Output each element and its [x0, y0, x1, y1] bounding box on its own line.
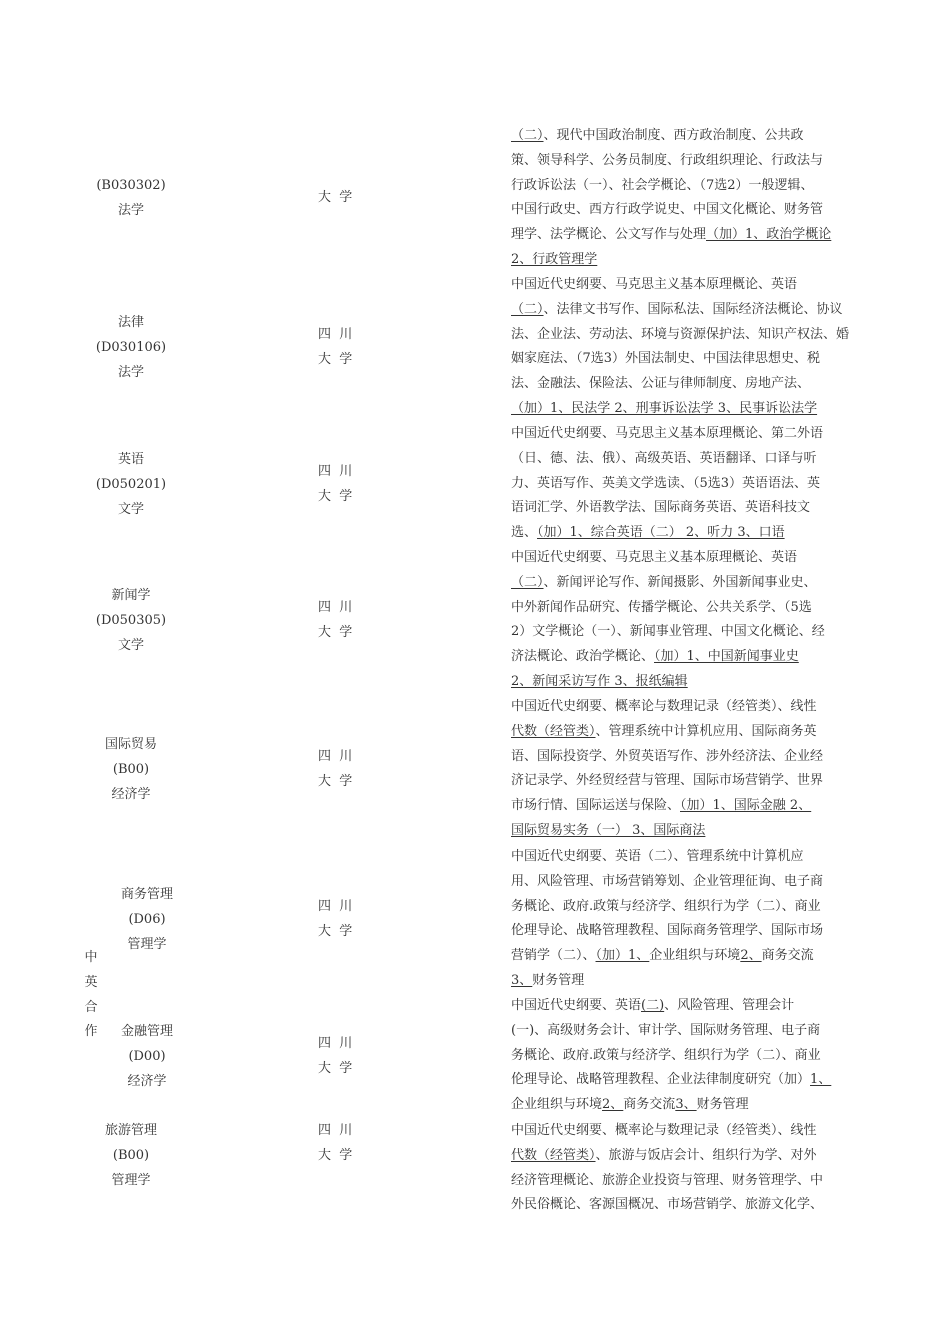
course-text: 选、 — [511, 525, 538, 541]
major-line: 国际贸易 — [104, 737, 157, 752]
major-line: 法学 — [117, 364, 144, 380]
course-text: 语词汇学、外语教学法、国际商务英语、英语科技文 — [511, 500, 811, 516]
course-text: 济记录学、外经贸经营与管理、国际市场营销学、世界 — [511, 773, 824, 789]
course-line — [511, 720, 871, 745]
school-line: 四 川 — [318, 749, 353, 764]
underlined-course-text: （加）1、政治学概论 — [706, 227, 832, 243]
course-line — [511, 1193, 871, 1218]
course-text: 企业组织与环境 — [649, 948, 741, 964]
course-text: 、旅游与饭店会计、组织行为学、对外 — [595, 1147, 817, 1163]
major-line: 文学 — [117, 637, 144, 653]
course-line — [511, 496, 871, 521]
course-line — [511, 174, 871, 199]
course-text: 务概论、政府.政策与经济学、组织行为学（二）、商业 — [511, 1047, 821, 1063]
course-line — [511, 422, 871, 447]
course-text: 伦理导论、战略管理教程、企业法律制度研究（加） — [511, 1072, 811, 1088]
course-line — [511, 745, 871, 770]
course-text: 中国近代史纲要、概率论与数理记录（经管类）、线性 — [511, 1123, 817, 1138]
course-text: 中国行政史、西方行政学说史、中国文化概论、财务管 — [511, 202, 824, 218]
course-line — [511, 969, 871, 994]
course-line — [511, 620, 871, 645]
course-line — [511, 1019, 871, 1044]
courses-cell — [511, 845, 871, 994]
school-line: 四 川 — [318, 899, 353, 914]
school-line: 四 川 — [318, 1036, 353, 1051]
major-cell — [80, 1119, 182, 1193]
course-line — [511, 198, 871, 223]
course-line — [511, 919, 871, 944]
courses-cell — [511, 994, 871, 1118]
underlined-course-text: 代数（经管类） — [511, 1147, 596, 1163]
course-text: 财务管理 — [696, 1097, 749, 1113]
major-cell — [96, 1020, 198, 1094]
course-line — [511, 944, 871, 969]
major-line: 文学 — [117, 501, 144, 517]
school-cell — [318, 323, 378, 373]
major-cell — [96, 883, 198, 957]
course-line — [511, 447, 871, 472]
courses-cell — [511, 546, 871, 695]
course-text: 用、风险管理、市场营销筹划、企业管理征询、电子商 — [511, 873, 824, 889]
school-line: 大 学 — [318, 190, 353, 205]
course-text: 行政诉讼法（一）、社会学概论、（7选2）一般逻辑、 — [511, 177, 814, 193]
school-cell — [318, 1032, 378, 1082]
major-cell — [80, 311, 182, 385]
course-text: 2）文学概论（一）、新闻事业管理、中国文化概论、经 — [511, 624, 825, 640]
major-line: 商务管理 — [120, 887, 173, 902]
course-text: 语、国际投资学、外贸英语写作、涉外经济法、企业经 — [511, 748, 824, 764]
major-line: 英语 — [117, 452, 144, 467]
course-line — [511, 571, 871, 596]
course-text: 企业组织与环境 — [511, 1097, 603, 1113]
course-line — [511, 124, 871, 149]
school-line: 四 川 — [318, 600, 353, 615]
school-line: 大 学 — [318, 773, 353, 789]
underlined-course-text: 1、 — [810, 1072, 832, 1088]
underlined-course-text: 3、 — [511, 972, 533, 988]
course-line — [511, 1169, 871, 1194]
underlined-course-text: （加）1、民法学 2、刑事诉讼法学 3、民事诉讼法学 — [511, 400, 818, 416]
course-text: 财务管理 — [532, 972, 585, 988]
course-text: 中外新闻作品研究、传播学概论、公共关系学、（5选 — [511, 599, 812, 615]
course-text: 力、英语写作、英美文学选读、（5选3）英语语法、英 — [511, 475, 821, 491]
underlined-course-text: 2、行政管理学 — [511, 251, 598, 267]
course-line — [511, 397, 871, 422]
major-line: (B00) — [112, 761, 150, 777]
course-text: 法、企业法、劳动法、环境与资源保护法、知识产权法、婚 — [511, 326, 850, 342]
course-text: 中国近代史纲要、马克思主义基本原理概论、英语 — [511, 550, 798, 565]
major-line: (D030106) — [95, 339, 167, 355]
underlined-course-text: （加）1、综合英语（二） 2、听力 3、口语 — [537, 525, 785, 541]
course-line — [511, 323, 871, 348]
course-line — [511, 645, 871, 670]
school-cell — [318, 186, 378, 211]
major-line: (B030302) — [96, 178, 166, 193]
major-line: 管理学 — [111, 1172, 151, 1188]
course-line — [511, 248, 871, 273]
course-line — [511, 794, 871, 819]
course-text: 中国近代史纲要、概率论与数理记录（经管类）、线性 — [511, 699, 817, 714]
course-text: 中国近代史纲要、英语（二）、管理系统中计算机应 — [511, 849, 804, 864]
school-line: 大 学 — [318, 488, 353, 504]
major-cell — [80, 174, 182, 224]
course-text: 中国近代史纲要、英语 — [511, 998, 642, 1013]
courses-cell — [511, 1119, 871, 1218]
course-text: 理学、法学概论、公文写作与处理 — [511, 227, 707, 243]
side-label-char: 中 — [84, 950, 98, 965]
course-text: 务概论、政府.政策与经济学、组织行为学（二）、商业 — [511, 898, 821, 914]
course-line — [511, 819, 871, 844]
underlined-course-text: (二) — [641, 998, 665, 1013]
major-line: (B00) — [112, 1147, 150, 1163]
major-line: 管理学 — [127, 936, 167, 952]
underlined-course-text: （二） — [511, 128, 544, 143]
course-line — [511, 347, 871, 372]
underlined-course-text: （加）1、 — [595, 948, 650, 964]
school-line: 四 川 — [318, 464, 353, 479]
course-text: 营销学（二）、 — [511, 948, 596, 964]
school-cell — [318, 1119, 378, 1169]
major-line: 新闻学 — [111, 588, 151, 603]
underlined-course-text: （二） — [511, 301, 544, 317]
school-cell — [318, 745, 378, 795]
course-line — [511, 845, 871, 870]
course-line — [511, 1093, 871, 1118]
underlined-course-text: （二） — [511, 574, 544, 590]
school-line: 大 学 — [318, 624, 353, 640]
school-line: 四 川 — [318, 1123, 353, 1138]
course-line — [511, 769, 871, 794]
major-line: 经济学 — [127, 1073, 167, 1089]
underlined-course-text: 2、 — [602, 1097, 624, 1113]
major-cell — [80, 584, 182, 658]
course-text: 、新闻评论写作、新闻摄影、外国新闻事业史、 — [543, 574, 817, 590]
school-cell — [318, 895, 378, 945]
major-line: 金融管理 — [120, 1024, 173, 1039]
course-line — [511, 670, 871, 695]
major-line: 法律 — [117, 315, 144, 330]
major-line: (D050305) — [95, 612, 167, 628]
course-text: 、管理系统中计算机应用、国际商务英 — [595, 723, 817, 739]
course-line — [511, 273, 871, 298]
course-text: 商务交流 — [623, 1097, 676, 1113]
course-line — [511, 596, 871, 621]
major-line: (D00) — [128, 1048, 166, 1064]
major-line: (D06) — [128, 911, 166, 927]
side-label-char: 合 — [84, 999, 98, 1015]
course-text: 商务交流 — [761, 948, 814, 964]
major-cell — [80, 448, 182, 522]
course-line — [511, 695, 871, 720]
course-line — [511, 149, 871, 174]
major-line: 法学 — [117, 202, 144, 218]
school-line: 大 学 — [318, 1147, 353, 1163]
side-label-char: 英 — [84, 974, 98, 990]
major-cell — [80, 733, 182, 807]
course-line — [511, 994, 871, 1019]
school-cell — [318, 596, 378, 646]
course-text: 、法律文书写作、国际私法、国际经济法概论、协议 — [543, 301, 843, 317]
course-text: 、现代中国政治制度、西方政治制度、公共政 — [543, 128, 804, 143]
school-cell — [318, 460, 378, 510]
course-line — [511, 895, 871, 920]
school-line: 大 学 — [318, 923, 353, 939]
course-text: 、风险管理、管理会计 — [664, 998, 795, 1013]
school-line: 大 学 — [318, 351, 353, 367]
underlined-course-text: （加）1、中国新闻事业史 — [654, 649, 799, 665]
course-text: 中国近代史纲要、马克思主义基本原理概论、英语 — [511, 277, 798, 292]
major-line: 旅游管理 — [104, 1123, 157, 1138]
underlined-course-text: 国际贸易实务（一） 3、国际商法 — [511, 822, 706, 838]
course-line — [511, 1044, 871, 1069]
course-text: 经济管理概论、旅游企业投资与管理、财务管理学、中 — [511, 1172, 824, 1188]
underlined-course-text: 3、 — [675, 1097, 697, 1113]
school-line: 大 学 — [318, 1060, 353, 1076]
course-text: 伦理导论、战略管理教程、国际商务管理学、国际市场 — [511, 923, 824, 939]
course-text: 姻家庭法、（7选3）外国法制史、中国法律思想史、税 — [511, 351, 821, 367]
underlined-course-text: 代数（经管类） — [511, 723, 596, 739]
course-line — [511, 1068, 871, 1093]
course-line — [511, 372, 871, 397]
underlined-course-text: （加）1、国际金融 2、 — [680, 798, 812, 814]
courses-cell — [511, 124, 871, 273]
course-text: （日、德、法、俄）、高级英语、英语翻译、口译与听 — [511, 450, 817, 466]
underlined-course-text: 2、新闻采访写作 3、报纸编辑 — [511, 673, 688, 689]
course-line — [511, 472, 871, 497]
side-label-char: 作 — [84, 1024, 98, 1040]
courses-cell — [511, 422, 871, 546]
course-text: 策、领导科学、公务员制度、行政组织理论、行政法与 — [511, 152, 824, 168]
course-line — [511, 1144, 871, 1169]
course-text: (一)、高级财务会计、审计学、国际财务管理、电子商 — [511, 1022, 821, 1038]
course-text: 外民俗概论、客源国概况、市场营销学、旅游文化学、 — [511, 1197, 824, 1213]
course-line — [511, 298, 871, 323]
course-line — [511, 223, 871, 248]
course-line — [511, 870, 871, 895]
major-line: (D050201) — [95, 476, 167, 492]
course-text: 市场行情、国际运送与保险、 — [511, 798, 681, 814]
course-line — [511, 1119, 871, 1144]
underlined-course-text: 2、 — [740, 948, 762, 964]
course-line — [511, 546, 871, 571]
course-text: 法、金融法、保险法、公证与律师制度、房地产法、 — [511, 376, 811, 392]
course-text: 中国近代史纲要、马克思主义基本原理概论、第二外语 — [511, 426, 824, 441]
courses-cell — [511, 273, 871, 422]
school-line: 四 川 — [318, 327, 353, 342]
major-line: 经济学 — [111, 786, 151, 802]
course-text: 济法概论、政治学概论、 — [511, 649, 655, 665]
course-line — [511, 521, 871, 546]
courses-cell — [511, 695, 871, 844]
